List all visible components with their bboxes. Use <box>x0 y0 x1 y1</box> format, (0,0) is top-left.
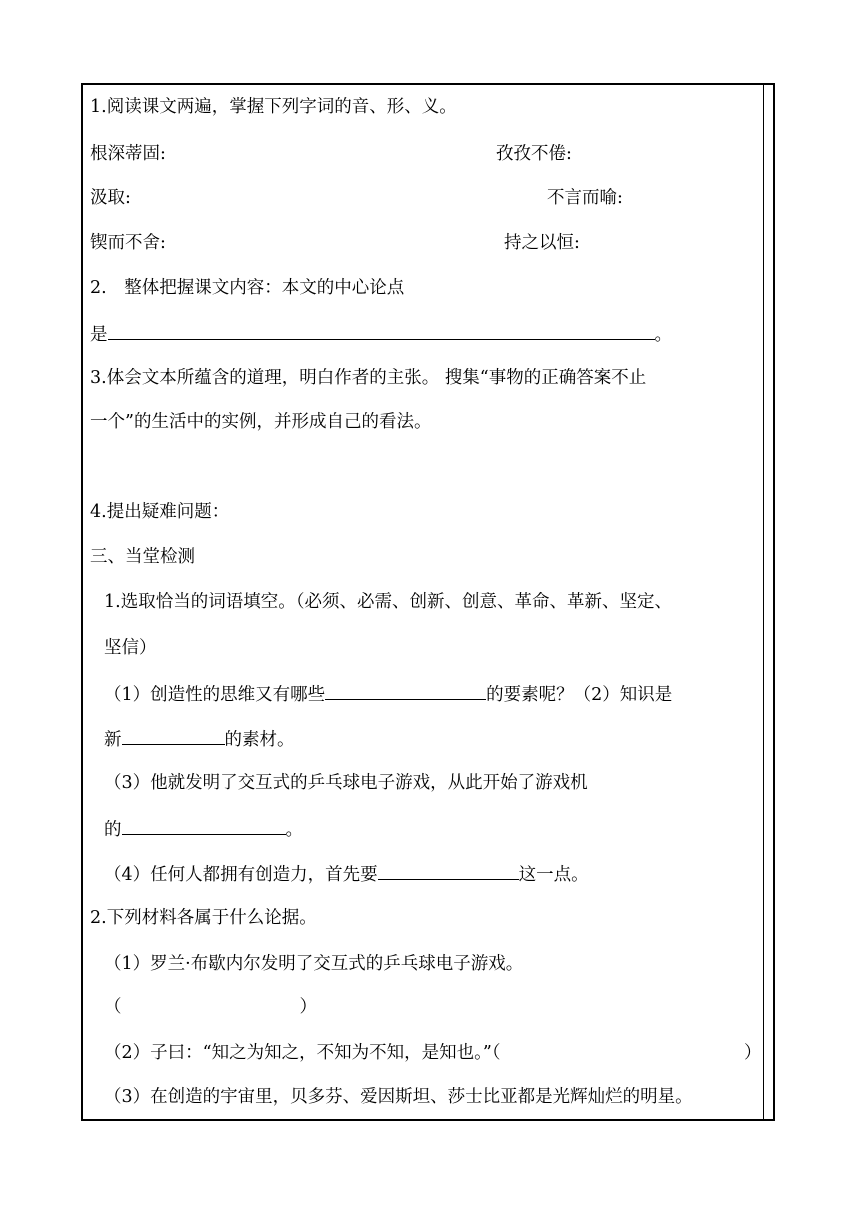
sentence-text: （1）创造性的思维又有哪些 <box>104 685 326 705</box>
sentence-text: 的要素呢？（2）知识是 <box>486 685 673 705</box>
fill-blank[interactable] <box>108 321 655 340</box>
sentence-text: 这一点。 <box>518 865 589 885</box>
fill-blank[interactable] <box>325 681 486 700</box>
question-4: 4.提出疑难问题： <box>90 502 230 522</box>
sentence-text: 的 <box>104 820 122 840</box>
task-2-item-1-answer <box>104 995 317 1019</box>
fill-blank[interactable] <box>378 861 519 880</box>
right-column-divider <box>763 83 764 1121</box>
word-item: 锲而不舍: <box>90 233 166 253</box>
task-1-sentence-2 <box>104 726 295 752</box>
sentence-text: （4）任何人都拥有创造力，首先要 <box>104 865 378 885</box>
task-2: 2.下列材料各属于什么论据。 <box>90 908 317 928</box>
task-1-sentence-1 <box>104 681 672 707</box>
sentence-text: 的素材。 <box>224 730 295 750</box>
word-item: 孜孜不倦: <box>496 144 572 164</box>
question-3-line2: 一个”的生活中的实例，并形成自己的看法。 <box>90 412 432 432</box>
word-item: 根深蒂固: <box>90 144 166 164</box>
task-1-line2: 坚信） <box>104 638 157 658</box>
section-3-heading: 三、当堂检测 <box>90 547 195 567</box>
question-1: 1.阅读课文两遍，掌握下列字词的音、形、义。 <box>90 97 457 117</box>
task-1-sentence-3: （3）他就发明了交互式的乒乓球电子游戏，从此开始了游戏机 <box>104 773 588 793</box>
fill-blank[interactable] <box>122 816 286 835</box>
bracket-close: ） <box>299 997 317 1017</box>
sentence-text: 。 <box>285 820 303 840</box>
question-2-end: 。 <box>654 325 672 345</box>
task-1-sentence-4 <box>104 861 589 887</box>
fill-blank[interactable] <box>122 726 225 745</box>
bracket-open: （ <box>104 997 122 1017</box>
word-item: 汲取: <box>90 188 131 208</box>
task-2-item-1: （1）罗兰·布歇内尔发明了交互式的乒乓球电子游戏。 <box>104 954 524 974</box>
task-1-line1: 1.选取恰当的词语填空。（必须、必需、创新、创意、革命、革新、坚定、 <box>104 592 672 612</box>
word-item: 不言而喻: <box>547 188 623 208</box>
question-2: 2. 整体把握课文内容：本文的中心论点 <box>90 278 405 298</box>
task-2-item-3: （3）在创造的宇宙里，贝多芬、爱因斯坦、莎士比亚都是光辉灿烂的明星。 <box>104 1087 693 1107</box>
task-2-item-2: （2）子曰：“知之为知之，不知为不知，是知也。”（ <box>104 1043 501 1063</box>
question-2-prefix: 是 <box>90 325 108 345</box>
task-2-item-2-close: ） <box>744 1043 762 1063</box>
question-2-answer-line <box>90 321 672 347</box>
task-1-sentence-3-answer <box>104 816 303 842</box>
word-item: 持之以恒: <box>504 233 580 253</box>
sentence-text: 新 <box>104 730 122 750</box>
question-3-line1: 3.体会文本所蕴含的道理，明白作者的主张。 搜集“事物的正确答案不止 <box>90 368 647 388</box>
